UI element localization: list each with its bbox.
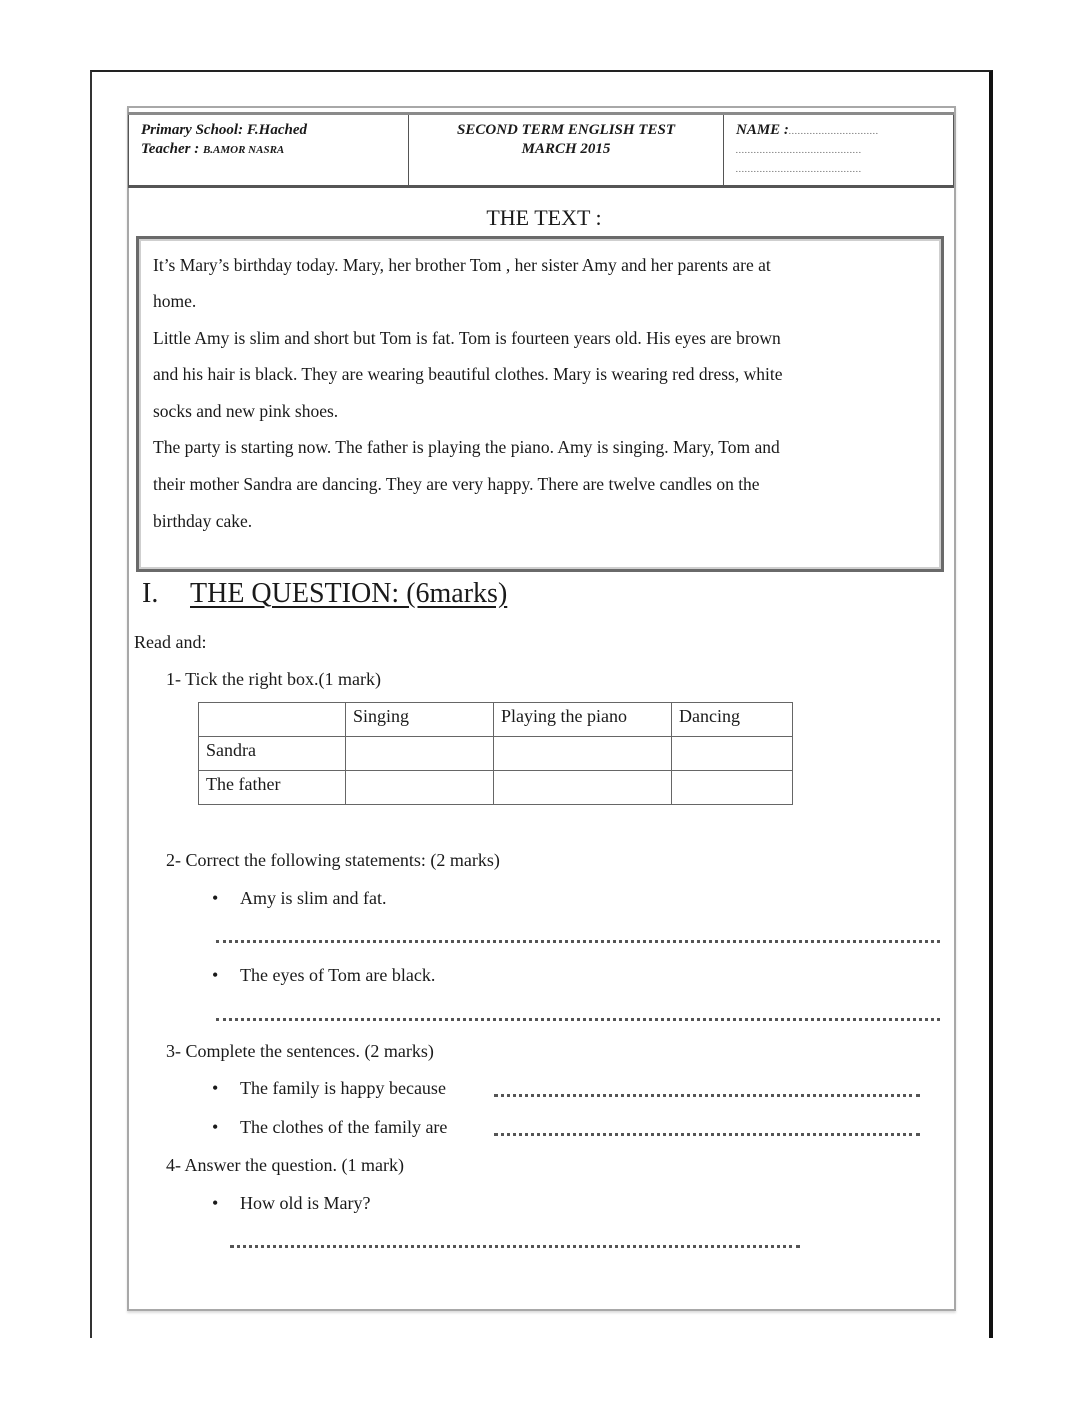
answer-line[interactable] — [216, 940, 940, 943]
answer-line[interactable] — [494, 1094, 920, 1097]
answer-line[interactable] — [494, 1133, 920, 1136]
sentence-item: • The clothes of the family are — [212, 1117, 448, 1137]
table-header-row — [199, 703, 793, 737]
bullet-icon: • — [212, 1078, 219, 1098]
question-2-label: 2- Correct the following statements: (2 marks) — [166, 850, 500, 870]
row-label: Sandra — [199, 737, 346, 771]
tick-table — [198, 702, 793, 805]
passage-line: The party is starting now. The father is playing the piano. Amy is singing. Mary, Tom and — [153, 437, 780, 457]
text-title: THE TEXT : — [486, 205, 602, 230]
bullet-icon: • — [212, 965, 219, 985]
table-header-cell — [199, 703, 346, 737]
test-date: MARCH 2015 — [521, 141, 611, 157]
passage-line: and his hair is black. They are wearing beautiful clothes. Mary is wearing red dress, white — [153, 364, 783, 384]
passage-line: socks and new pink shoes. — [153, 401, 339, 421]
table-header-cell: Dancing — [672, 703, 793, 737]
test-info — [409, 114, 724, 187]
student-name-field[interactable]: NAME :………………………… …………………………………… …………………………………… — [724, 114, 954, 187]
tick-box[interactable] — [672, 737, 793, 771]
table-row — [199, 737, 793, 771]
passage-line: Little Amy is slim and short but Tom is fat. Tom is fourteen years old. His eyes are brown — [153, 328, 781, 348]
name-label: NAME : — [736, 122, 789, 138]
tick-box[interactable] — [494, 771, 672, 805]
section-heading: I. THE QUESTION: (6marks) — [142, 578, 508, 609]
question-1-label: 1- Tick the right box.(1 mark) — [166, 669, 381, 689]
sentence-item: • The family is happy because — [212, 1078, 446, 1098]
statement-item: • Amy is slim and fat. — [212, 888, 387, 908]
table-row — [199, 771, 793, 805]
tick-box[interactable] — [346, 771, 494, 805]
tick-box[interactable] — [672, 771, 793, 805]
school-info — [129, 114, 409, 187]
instruction: Read and: — [134, 632, 207, 652]
teacher-name: B.AMOR NASRA — [202, 144, 285, 156]
teacher-line: Teacher : B.AMOR NASRA — [141, 141, 285, 157]
passage-line: birthday cake. — [153, 511, 253, 531]
tick-box[interactable] — [494, 737, 672, 771]
bullet-icon: • — [212, 888, 219, 908]
bullet-icon: • — [212, 1193, 219, 1213]
answer-line[interactable] — [230, 1245, 800, 1248]
bullet-icon: • — [212, 1117, 219, 1137]
question-4-label: 4- Answer the question. (1 mark) — [166, 1155, 404, 1175]
statement-item: • The eyes of Tom are black. — [212, 965, 436, 985]
question-3-label: 3- Complete the sentences. (2 marks) — [166, 1041, 434, 1061]
question-item: • How old is Mary? — [212, 1193, 371, 1213]
tick-box[interactable] — [346, 737, 494, 771]
passage-line: their mother Sandra are dancing. They are very happy. There are twelve candles on the — [153, 474, 760, 494]
passage-line: It’s Mary’s birthday today. Mary, her brother Tom , her sister Amy and her parents are at — [153, 255, 771, 275]
reading-passage — [136, 236, 944, 572]
table-header-cell: Singing — [346, 703, 494, 737]
answer-line[interactable] — [216, 1018, 940, 1021]
test-title: SECOND TERM ENGLISH TEST — [457, 122, 675, 138]
passage-line: home. — [153, 291, 197, 311]
exam-header — [128, 112, 954, 188]
table-header-cell: Playing the piano — [494, 703, 672, 737]
row-label: The father — [199, 771, 346, 805]
school-name: Primary School: F.Hached — [141, 122, 307, 138]
